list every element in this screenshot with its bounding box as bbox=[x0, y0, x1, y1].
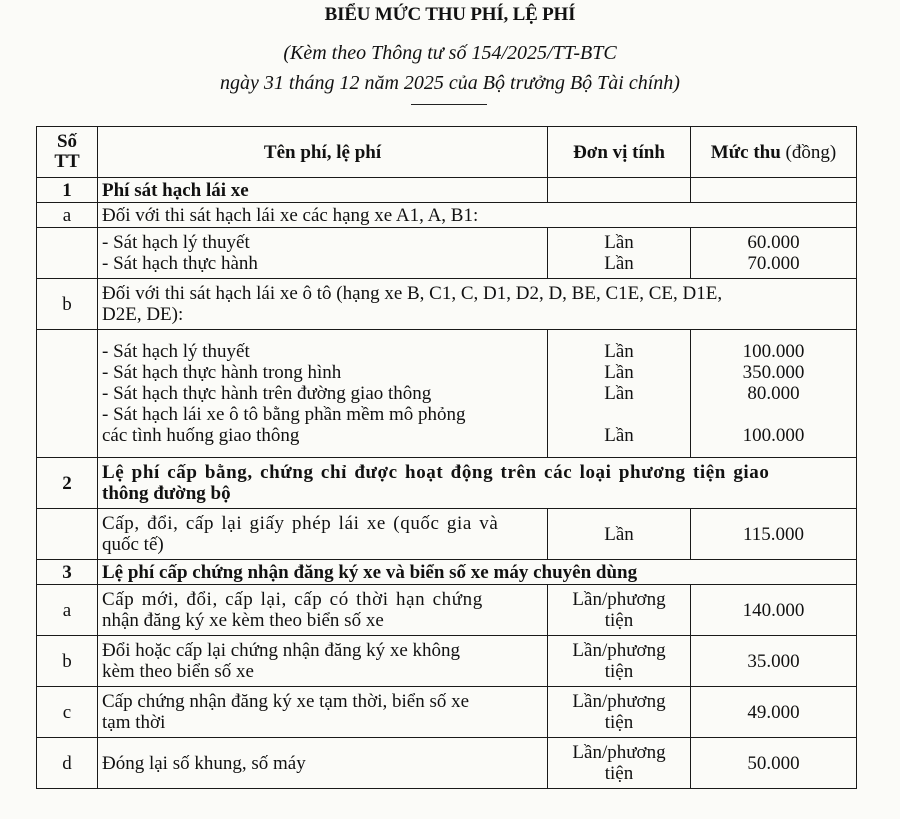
item-fee: 35.000 bbox=[691, 636, 857, 687]
item-no: b bbox=[37, 636, 98, 687]
group-no: a bbox=[37, 203, 98, 228]
item-fee: 115.000 bbox=[691, 509, 857, 560]
item-no: c bbox=[37, 687, 98, 738]
item-row bbox=[37, 228, 857, 279]
item-unit: Lần/phương tiện bbox=[548, 585, 691, 636]
item-fee: 140.000 bbox=[691, 585, 857, 636]
item-names: - Sát hạch lý thuyết - Sát hạch thực hành bbox=[98, 228, 548, 279]
section-row bbox=[37, 458, 857, 509]
empty-cell bbox=[37, 330, 98, 458]
empty-cell bbox=[37, 228, 98, 279]
item-units: Lần Lần Lần Lần bbox=[548, 330, 691, 458]
document-title: BIỂU MỨC THU PHÍ, LỆ PHÍ bbox=[324, 4, 576, 25]
item-name: Cấp, đổi, cấp lại giấy phép lái xe (quốc gia và quốc tế) bbox=[98, 509, 548, 560]
group-title: Đối với thi sát hạch lái xe ô tô (hạng xe B, C1, C, D1, D2, D, BE, C1E, CE, D1E, D2E, DE): bbox=[98, 279, 857, 330]
group-row bbox=[37, 279, 857, 330]
empty-cell bbox=[548, 178, 691, 203]
empty-cell bbox=[37, 509, 98, 560]
item-fees: 60.000 70.000 bbox=[691, 228, 857, 279]
item-row bbox=[37, 585, 857, 636]
header-unit: Đơn vị tính bbox=[548, 127, 691, 178]
item-unit: Lần bbox=[548, 509, 691, 560]
item-name: Đổi hoặc cấp lại chứng nhận đăng ký xe không kèm theo biển số xe bbox=[98, 636, 548, 687]
item-name: Đóng lại số khung, số máy bbox=[98, 738, 548, 789]
item-row bbox=[37, 636, 857, 687]
header-fee: Mức thu (đồng) bbox=[691, 127, 857, 178]
section-no: 2 bbox=[37, 458, 98, 509]
item-fee: 49.000 bbox=[691, 687, 857, 738]
item-no: d bbox=[37, 738, 98, 789]
item-row bbox=[37, 738, 857, 789]
section-title: Lệ phí cấp bằng, chứng chỉ được hoạt động trên các loại phương tiện giao thông đường bộ bbox=[98, 458, 857, 509]
header-no: Số TT bbox=[37, 127, 98, 178]
item-row bbox=[37, 687, 857, 738]
section-row bbox=[37, 178, 857, 203]
item-name: Cấp mới, đổi, cấp lại, cấp có thời hạn chứng nhận đăng ký xe kèm theo biển số xe bbox=[98, 585, 548, 636]
title-divider bbox=[411, 104, 487, 105]
item-row bbox=[37, 330, 857, 458]
section-no: 1 bbox=[37, 178, 98, 203]
document-subtitle-line2: ngày 31 tháng 12 năm 2025 của Bộ trưởng Bộ Tài chính) bbox=[220, 72, 680, 94]
item-name: Cấp chứng nhận đăng ký xe tạm thời, biển số xe tạm thời bbox=[98, 687, 548, 738]
item-fee: 50.000 bbox=[691, 738, 857, 789]
item-no: a bbox=[37, 585, 98, 636]
item-unit: Lần/phương tiện bbox=[548, 636, 691, 687]
fee-table bbox=[36, 126, 857, 789]
group-title: Đối với thi sát hạch lái xe các hạng xe A1, A, B1: bbox=[98, 203, 857, 228]
table-header-row bbox=[37, 127, 857, 178]
section-title: Lệ phí cấp chứng nhận đăng ký xe và biển số xe máy chuyên dùng bbox=[98, 560, 857, 585]
item-unit: Lần/phương tiện bbox=[548, 687, 691, 738]
item-units: Lần Lần bbox=[548, 228, 691, 279]
empty-cell bbox=[691, 178, 857, 203]
item-names: - Sát hạch lý thuyết - Sát hạch thực hành trong hình - Sát hạch thực hành trên đường giao thông - Sát hạch lái xe ô tô bằng phần mềm mô phỏng các tình huống giao thông bbox=[98, 330, 548, 458]
section-row bbox=[37, 560, 857, 585]
group-no: b bbox=[37, 279, 98, 330]
document-subtitle-line1: (Kèm theo Thông tư số 154/2025/TT-BTC bbox=[283, 42, 617, 64]
group-row bbox=[37, 203, 857, 228]
section-title: Phí sát hạch lái xe bbox=[98, 178, 548, 203]
item-unit: Lần/phương tiện bbox=[548, 738, 691, 789]
item-fees: 100.000 350.000 80.000 100.000 bbox=[691, 330, 857, 458]
section-no: 3 bbox=[37, 560, 98, 585]
header-name: Tên phí, lệ phí bbox=[98, 127, 548, 178]
item-row bbox=[37, 509, 857, 560]
